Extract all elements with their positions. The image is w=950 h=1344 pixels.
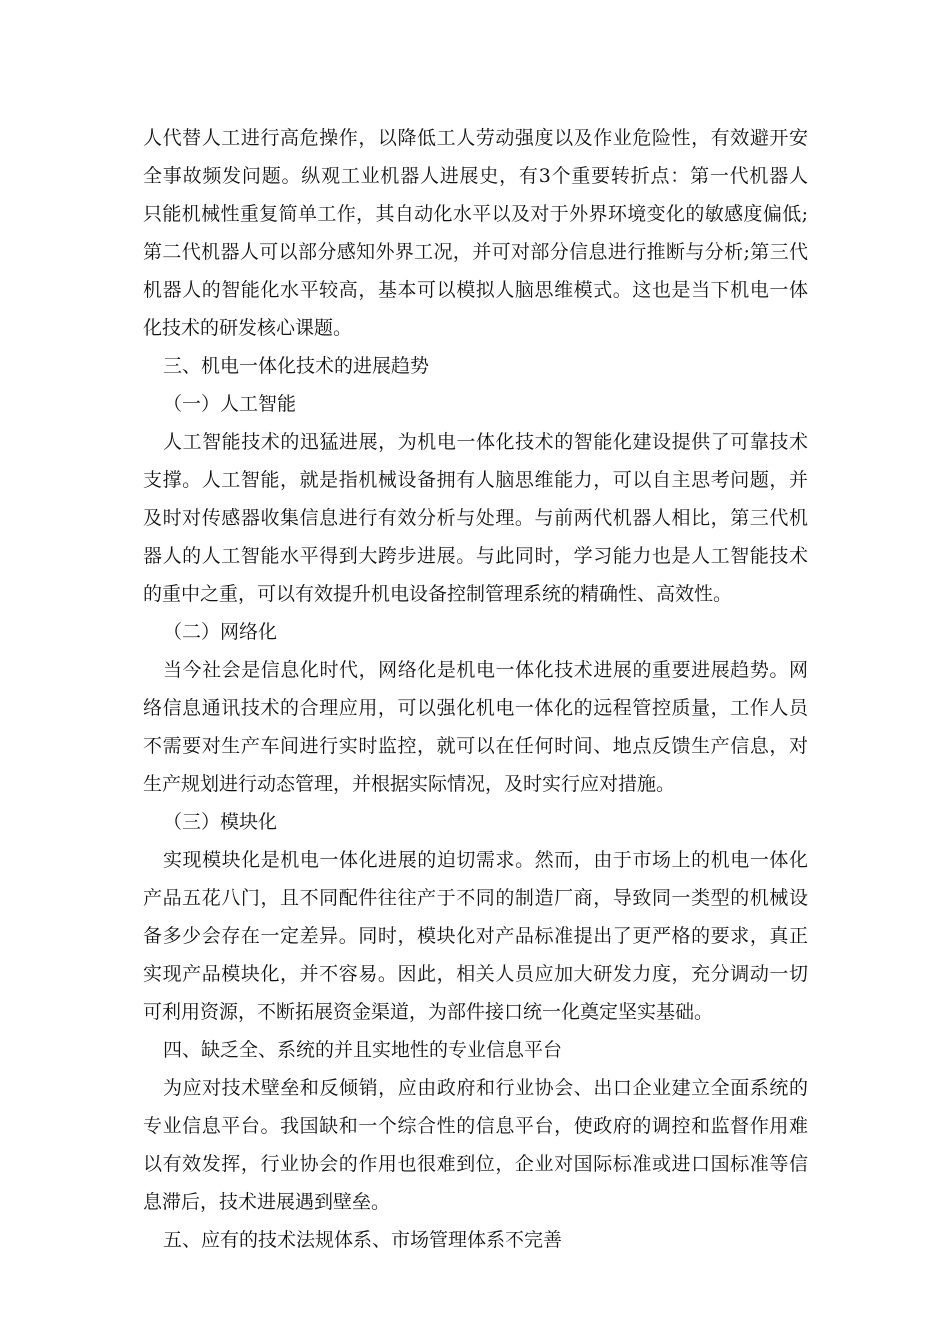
text-line: 可利用资源，不断拓展资金渠道，为部件接口统一化奠定坚实基础。 — [143, 1001, 714, 1023]
text-line: 全事故频发问题。纵观工业机器人进展史，有3个重要转折点：第一代机器人 — [143, 165, 808, 187]
text-line: 只能机械性重复简单工作，其自动化水平以及对于外界环境变化的敏感度偏低; — [143, 203, 808, 225]
text-line: 第二代机器人可以部分感知外界工况，并可对部分信息进行推断与分析;第三代 — [143, 241, 808, 263]
text-line: 器人的人工智能水平得到大跨步进展。与此同时，学习能力也是人工智能技术 — [143, 545, 808, 567]
text-line: （三）模块化 — [163, 811, 278, 833]
text-line: 人工智能技术的迅猛进展，为机电一体化技术的智能化建设提供了可靠技术 — [163, 431, 808, 453]
text-line: （一）人工智能 — [163, 393, 297, 415]
text-line: 络信息通讯技术的合理应用，可以强化机电一体化的远程管控质量，工作人员 — [143, 697, 808, 719]
text-line: 三、机电一体化技术的进展趋势 — [163, 355, 430, 377]
document-body — [143, 119, 808, 1259]
text-line: 机器人的智能化水平较高，基本可以模拟人脑思维模式。这也是当下机电一体 — [143, 279, 808, 301]
text-line: 支撑。人工智能，就是指机械设备拥有人脑思维能力，可以自主思考问题，并 — [143, 469, 808, 491]
text-line: 专业信息平台。我国缺和一个综合性的信息平台，使政府的调控和监督作用难 — [143, 1115, 808, 1137]
text-line: 当今社会是信息化时代，网络化是机电一体化技术进展的重要进展趋势。网 — [163, 659, 808, 681]
text-line: 及时对传感器收集信息进行有效分析与处理。与前两代机器人相比，第三代机 — [143, 507, 808, 529]
text-line: 生产规划进行动态管理，并根据实际情况，及时实行应对措施。 — [143, 773, 676, 795]
text-line: 不需要对生产车间进行实时监控，就可以在任何时间、地点反馈生产信息，对 — [143, 735, 808, 757]
text-line: 产品五花八门，且不同配件往往产于不同的制造厂商，导致同一类型的机械设 — [143, 887, 808, 909]
text-line: 备多少会存在一定差异。同时，模块化对产品标准提出了更严格的要求，真正 — [143, 925, 808, 947]
text-line: 五、应有的技术法规体系、市场管理体系不完善 — [163, 1229, 563, 1251]
text-line: 以有效发挥，行业协会的作用也很难到位，企业对国际标准或进口国标准等信 — [143, 1153, 808, 1175]
text-line: 实现模块化是机电一体化进展的迫切需求。然而，由于市场上的机电一体化 — [163, 849, 808, 871]
text-line: 人代替人工进行高危操作，以降低工人劳动强度以及作业危险性，有效避开安 — [143, 127, 808, 149]
text-line: 的重中之重，可以有效提升机电设备控制管理系统的精确性、高效性。 — [143, 583, 733, 605]
text-line: 四、缺乏全、系统的并且实地性的专业信息平台 — [163, 1039, 563, 1061]
text-line: （二）网络化 — [163, 621, 278, 643]
text-line: 化技术的研发核心课题。 — [143, 317, 353, 339]
text-line: 实现产品模块化，并不容易。因此，相关人员应加大研发力度，充分调动一切 — [143, 963, 808, 985]
text-line: 为应对技术壁垒和反倾销，应由政府和行业协会、出口企业建立全面系统的 — [163, 1077, 808, 1099]
text-line: 息滞后，技术进展遇到壁垒。 — [143, 1191, 391, 1213]
